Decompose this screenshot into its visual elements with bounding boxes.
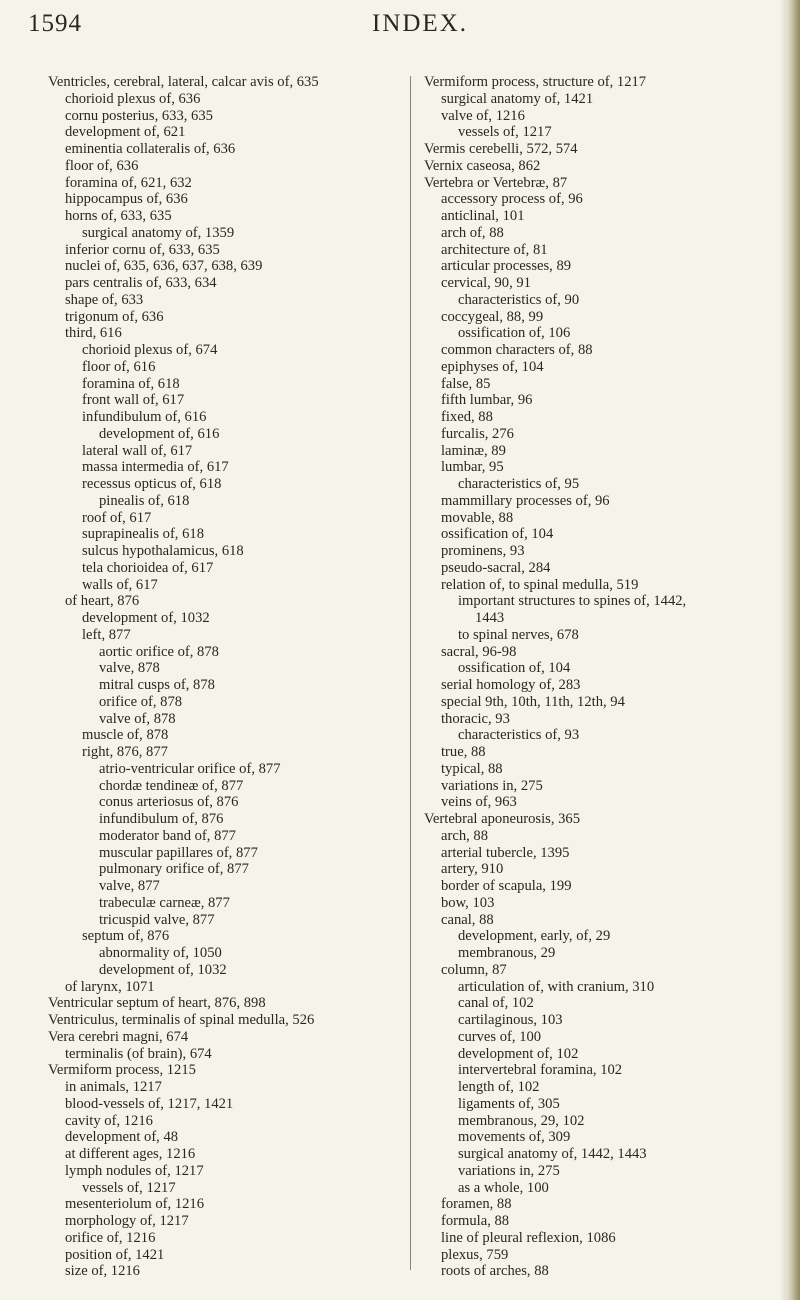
index-entry: membranous, 29, 102 xyxy=(458,1112,585,1129)
page-edge xyxy=(786,0,800,1300)
index-entry: surgical anatomy of, 1359 xyxy=(82,224,235,241)
index-entry: Ventricles, cerebral, lateral, calcar avis of, 635 xyxy=(48,74,319,90)
page-header xyxy=(0,8,780,48)
index-entry: trigonum of, 636 xyxy=(65,308,164,325)
index-entry: development, early, of, 29 xyxy=(458,928,611,945)
index-entry: cavity of, 1216 xyxy=(65,1112,153,1129)
index-entry: roots of arches, 88 xyxy=(441,1263,549,1280)
index-entry: floor of, 616 xyxy=(82,358,156,375)
index-entry: valve, 877 xyxy=(99,878,160,894)
index-entry: formula, 88 xyxy=(441,1213,510,1229)
index-entry: foramina of, 621, 632 xyxy=(65,174,192,191)
index-entry: furcalis, 276 xyxy=(441,425,514,442)
index-entry: vessels of, 1217 xyxy=(458,124,552,141)
index-entry: suprapinealis of, 618 xyxy=(82,526,204,543)
index-entry: as a whole, 100 xyxy=(458,1179,549,1196)
index-entry: development of, 102 xyxy=(458,1045,579,1062)
index-entry: column, 87 xyxy=(441,961,507,978)
index-entry: lymph nodules of, 1217 xyxy=(65,1162,204,1179)
index-entry: line of pleural reflexion, 1086 xyxy=(441,1229,616,1246)
index-entry: lateral wall of, 617 xyxy=(82,442,193,459)
index-entry: curves of, 100 xyxy=(458,1028,542,1045)
index-column-left xyxy=(48,74,400,1280)
index-entry: arterial tubercle, 1395 xyxy=(441,844,570,861)
index-entry: fixed, 88 xyxy=(441,409,493,425)
index-entry: canal of, 102 xyxy=(458,995,534,1012)
index-entry: development of, 48 xyxy=(65,1129,179,1146)
index-entry: floor of, 636 xyxy=(65,157,139,174)
index-entry: muscular papillares of, 877 xyxy=(99,844,258,861)
index-entry: Vertebral aponeurosis, 365 xyxy=(424,811,581,827)
index-entry: at different ages, 1216 xyxy=(65,1146,196,1162)
index-entry: size of, 1216 xyxy=(65,1263,140,1280)
index-entry: chorioid plexus of, 636 xyxy=(65,90,201,107)
index-entry: position of, 1421 xyxy=(65,1246,165,1263)
index-entry: infundibulum of, 876 xyxy=(99,811,224,827)
index-entry: abnormality of, 1050 xyxy=(99,945,222,961)
index-entry: mammillary processes of, 96 xyxy=(441,492,610,509)
index-entry: ossification of, 104 xyxy=(441,526,554,543)
index-entry: special 9th, 10th, 11th, 12th, 94 xyxy=(441,693,625,710)
index-entry: third, 616 xyxy=(65,325,122,342)
index-entry: laminæ, 89 xyxy=(441,442,506,459)
index-entry: tricuspid valve, 877 xyxy=(99,911,215,928)
index-entry: to spinal nerves, 678 xyxy=(458,626,579,643)
index-entry: orifice of, 878 xyxy=(99,693,183,710)
index-entry: of larynx, 1071 xyxy=(65,978,155,995)
index-entry: mitral cusps of, 878 xyxy=(99,677,215,693)
index-entry: arch of, 88 xyxy=(441,224,504,241)
index-entry: in animals, 1217 xyxy=(65,1079,162,1095)
index-entry: hippocampus of, 636 xyxy=(65,191,188,208)
index-entry: length of, 102 xyxy=(458,1079,540,1095)
index-entry: chorioid plexus of, 674 xyxy=(82,342,218,358)
index-entry: tela chorioidea of, 617 xyxy=(82,559,214,576)
index-entry: ossification of, 106 xyxy=(458,325,571,342)
column-divider xyxy=(410,76,411,1270)
index-entry: 1443 xyxy=(475,610,505,626)
index-entry: Vermis cerebelli, 572, 574 xyxy=(424,141,578,157)
index-entry: Ventriculus, terminalis of spinal medulla, 526 xyxy=(48,1012,315,1028)
index-entry: muscle of, 878 xyxy=(82,727,169,744)
index-entry: important structures to spines of, 1442, xyxy=(458,593,687,610)
index-entry: veins of, 963 xyxy=(441,794,517,811)
index-entry: conus arteriosus of, 876 xyxy=(99,794,239,811)
index-entry: sulcus hypothalamicus, 618 xyxy=(82,543,244,559)
index-entry: false, 85 xyxy=(441,375,491,392)
index-entry: common characters of, 88 xyxy=(441,342,593,358)
index-entry: articular processes, 89 xyxy=(441,258,572,275)
index-entry: eminentia collateralis of, 636 xyxy=(65,141,236,157)
index-entry: front wall of, 617 xyxy=(82,392,185,409)
index-entry: relation of, to spinal medulla, 519 xyxy=(441,576,639,593)
index-entry: canal, 88 xyxy=(441,911,494,928)
index-entry: inferior cornu of, 633, 635 xyxy=(65,241,220,258)
index-entry: surgical anatomy of, 1421 xyxy=(441,90,594,107)
index-entry: Vernix caseosa, 862 xyxy=(424,157,541,174)
index-entry: lumbar, 95 xyxy=(441,459,504,476)
index-entry: movements of, 309 xyxy=(458,1129,571,1146)
index-entry: serial homology of, 283 xyxy=(441,677,581,693)
index-entry: ligaments of, 305 xyxy=(458,1095,560,1112)
index-entry: movable, 88 xyxy=(441,509,514,526)
page-number: 1594 xyxy=(28,10,82,37)
index-entry: valve, 878 xyxy=(99,660,160,677)
index-entry: development of, 621 xyxy=(65,124,186,141)
index-entry: pinealis of, 618 xyxy=(99,492,190,509)
index-entry: terminalis (of brain), 674 xyxy=(65,1045,212,1062)
index-entry: Vermiform process, structure of, 1217 xyxy=(424,74,647,90)
index-entry: arch, 88 xyxy=(441,827,489,844)
index-entry: ossification of, 104 xyxy=(458,660,571,677)
index-entry: left, 877 xyxy=(82,626,131,643)
index-entry: typical, 88 xyxy=(441,760,503,777)
index-entry: variations in, 275 xyxy=(458,1162,560,1179)
index-entry: intervertebral foramina, 102 xyxy=(458,1062,623,1079)
index-entry: accessory process of, 96 xyxy=(441,191,583,208)
index-entry: horns of, 633, 635 xyxy=(65,208,172,224)
index-entry: Ventricular septum of heart, 876, 898 xyxy=(48,995,266,1012)
index-entry: articulation of, with cranium, 310 xyxy=(458,978,655,995)
index-entry: architecture of, 81 xyxy=(441,241,548,258)
index-entry: thoracic, 93 xyxy=(441,710,510,727)
index-entry: morphology of, 1217 xyxy=(65,1213,189,1229)
index-entry: Vera cerebri magni, 674 xyxy=(48,1028,189,1045)
index-entry: foramen, 88 xyxy=(441,1196,512,1213)
index-entry: coccygeal, 88, 99 xyxy=(441,308,544,325)
index-entry: artery, 910 xyxy=(441,861,504,878)
index-entry: characteristics of, 93 xyxy=(458,727,580,744)
index-entry: Vertebra or Vertebræ, 87 xyxy=(424,174,568,191)
running-head: INDEX. xyxy=(372,10,469,37)
index-entry: valve of, 878 xyxy=(99,710,176,727)
index-entry: valve of, 1216 xyxy=(441,107,525,124)
index-entry: characteristics of, 95 xyxy=(458,476,580,492)
index-entry: cartilaginous, 103 xyxy=(458,1012,563,1028)
index-entry: vessels of, 1217 xyxy=(82,1179,176,1196)
index-entry: blood-vessels of, 1217, 1421 xyxy=(65,1095,234,1112)
index-entry: cornu posterius, 633, 635 xyxy=(65,107,213,124)
index-entry: of heart, 876 xyxy=(65,593,140,610)
index-entry: aortic orifice of, 878 xyxy=(99,643,219,660)
index-entry: infundibulum of, 616 xyxy=(82,409,207,425)
index-entry: pulmonary orifice of, 877 xyxy=(99,861,249,878)
index-entry: prominens, 93 xyxy=(441,543,525,559)
index-entry: right, 876, 877 xyxy=(82,744,168,760)
index-entry: chordæ tendineæ of, 877 xyxy=(99,777,244,794)
index-entry: cervical, 90, 91 xyxy=(441,275,531,291)
index-entry: nuclei of, 635, 636, 637, 638, 639 xyxy=(65,258,263,275)
index-entry: mesenteriolum of, 1216 xyxy=(65,1196,205,1213)
index-entry: true, 88 xyxy=(441,744,486,760)
index-entry: plexus, 759 xyxy=(441,1246,509,1263)
index-entry: development of, 1032 xyxy=(99,961,227,978)
index-entry: moderator band of, 877 xyxy=(99,827,236,844)
index-entry: development of, 616 xyxy=(99,425,220,442)
index-entry: characteristics of, 90 xyxy=(458,291,580,308)
index-entry: border of scapula, 199 xyxy=(441,878,572,894)
index-entry: orifice of, 1216 xyxy=(65,1229,156,1246)
index-entry: membranous, 29 xyxy=(458,945,556,961)
index-entry: pseudo-sacral, 284 xyxy=(441,559,551,576)
index-entry: massa intermedia of, 617 xyxy=(82,459,229,476)
index-entry: septum of, 876 xyxy=(82,928,170,945)
index-entry: foramina of, 618 xyxy=(82,375,180,392)
index-entry: surgical anatomy of, 1442, 1443 xyxy=(458,1146,647,1162)
index-entry: anticlinal, 101 xyxy=(441,208,525,224)
index-column-right xyxy=(424,74,776,1280)
index-entry: trabeculæ carneæ, 877 xyxy=(99,894,230,911)
index-entry: Vermiform process, 1215 xyxy=(48,1062,196,1079)
index-entry: recessus opticus of, 618 xyxy=(82,476,222,492)
index-entry: atrio-ventricular orifice of, 877 xyxy=(99,760,281,777)
index-entry: epiphyses of, 104 xyxy=(441,358,544,375)
index-entry: sacral, 96-98 xyxy=(441,643,517,660)
index-entry: bow, 103 xyxy=(441,894,495,911)
index-entry: fifth lumbar, 96 xyxy=(441,392,533,409)
index-entry: variations in, 275 xyxy=(441,777,543,794)
index-entry: development of, 1032 xyxy=(82,610,210,626)
index-entry: shape of, 633 xyxy=(65,291,144,308)
index-entry: walls of, 617 xyxy=(82,576,158,593)
index-entry: roof of, 617 xyxy=(82,509,152,526)
index-entry: pars centralis of, 633, 634 xyxy=(65,275,217,291)
